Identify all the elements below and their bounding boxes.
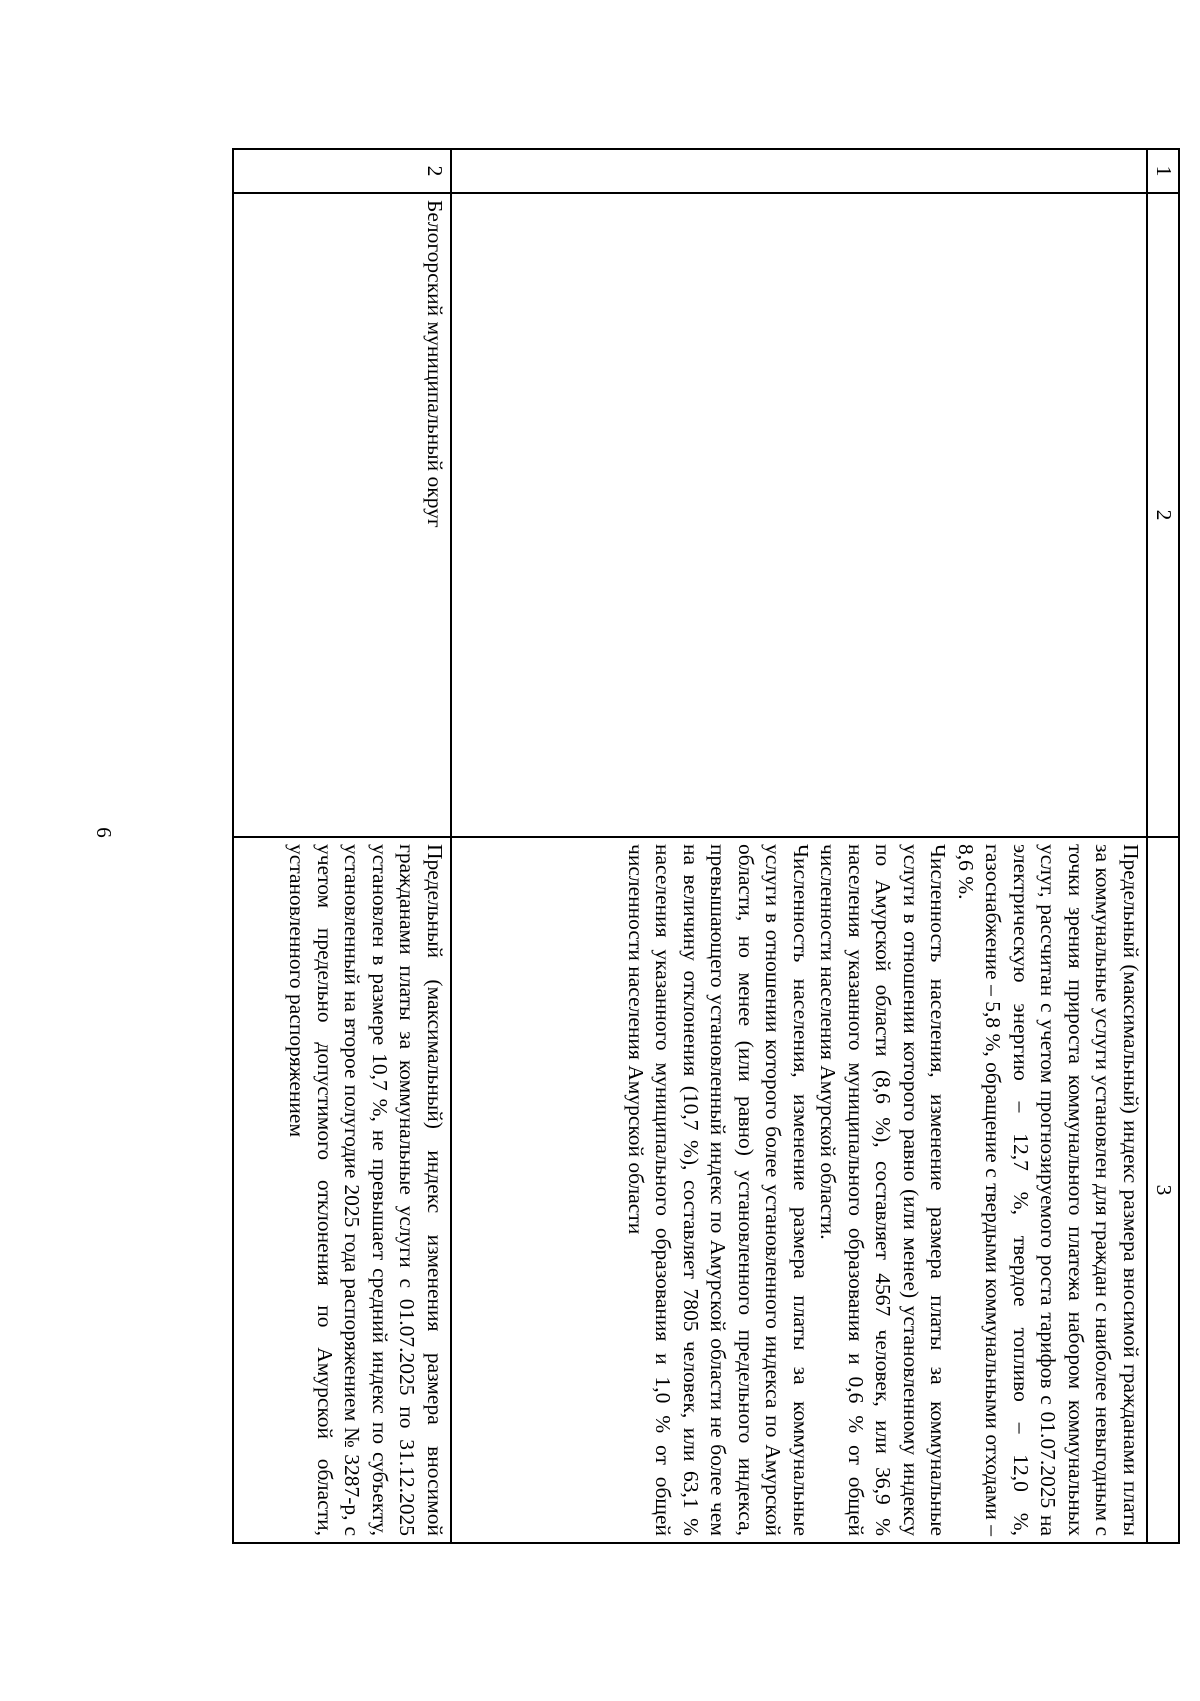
description-paragraph: Численность населения, изменение размера платы за коммунальные услуги в отношении которого равно (или менее) установленному индексу по Амурской области (8,6 %), составляет 4567 человек, или 36,9 % населения указанного муниципального образования и 0,6 % от общей численности населения Амурской области. xyxy=(816,844,951,1536)
table-header-row xyxy=(1147,149,1179,1543)
municipality-name xyxy=(451,193,1147,837)
description-paragraph: Предельный (максимальный) индекс размера вносимой гражданами платы за коммунальные услуги установлен для граждан с наиболее невыгодным с точки зрения прироста коммунального платежа набором коммунальных услуг, рассчитан с учетом прогнозируемого роста тарифов с 01.07.2025 на электрическую энергию – 12,7 %, твердое топливо – 12,0 %, газоснабжение – 5,8 %, обращение с твердыми коммунальными отходами – 8,6 %. xyxy=(954,844,1143,1536)
description-cell xyxy=(233,837,451,1543)
page-number: 6 xyxy=(91,827,116,838)
description-paragraph: Предельный (максимальный) индекс изменения размера вносимой гражданами платы за коммунальные услуги с 01.07.2025 по 31.12.2025 установлен в размере 10,7 %, не превышает средний индекс по субъекту, установленный на второе полугодие 2025 года распоряжением № 3287-р, с учетом предельно допустимого отклонения по Амурской области, установленного распоряжением xyxy=(285,844,447,1536)
header-col-2: 2 xyxy=(1147,193,1179,837)
table-row xyxy=(233,149,451,1543)
header-col-3: 3 xyxy=(1147,837,1179,1543)
row-number xyxy=(451,149,1147,193)
description-paragraph: Численность населения, изменение размера платы за коммунальные услуги в отношении которого более установленного индекса по Амурской области, но менее (или равно) установленного предельного индекса, превышающего установленный индекс по Амурской области не более чем на величину отклонения (10,7 %), составляет 7805 человек, или 63,1 % населения указанного муниципального образования и 1,0 % от общей численности населения Амурской области xyxy=(624,844,813,1536)
description-cell xyxy=(451,837,1147,1543)
table-row xyxy=(451,149,1147,1543)
tariff-index-table xyxy=(232,148,1180,1544)
row-number: 2 xyxy=(233,149,451,193)
header-col-1: 1 xyxy=(1147,149,1179,193)
municipality-name: Белогорский муниципальный округ xyxy=(233,193,451,837)
rotated-page-content xyxy=(248,148,1180,1542)
